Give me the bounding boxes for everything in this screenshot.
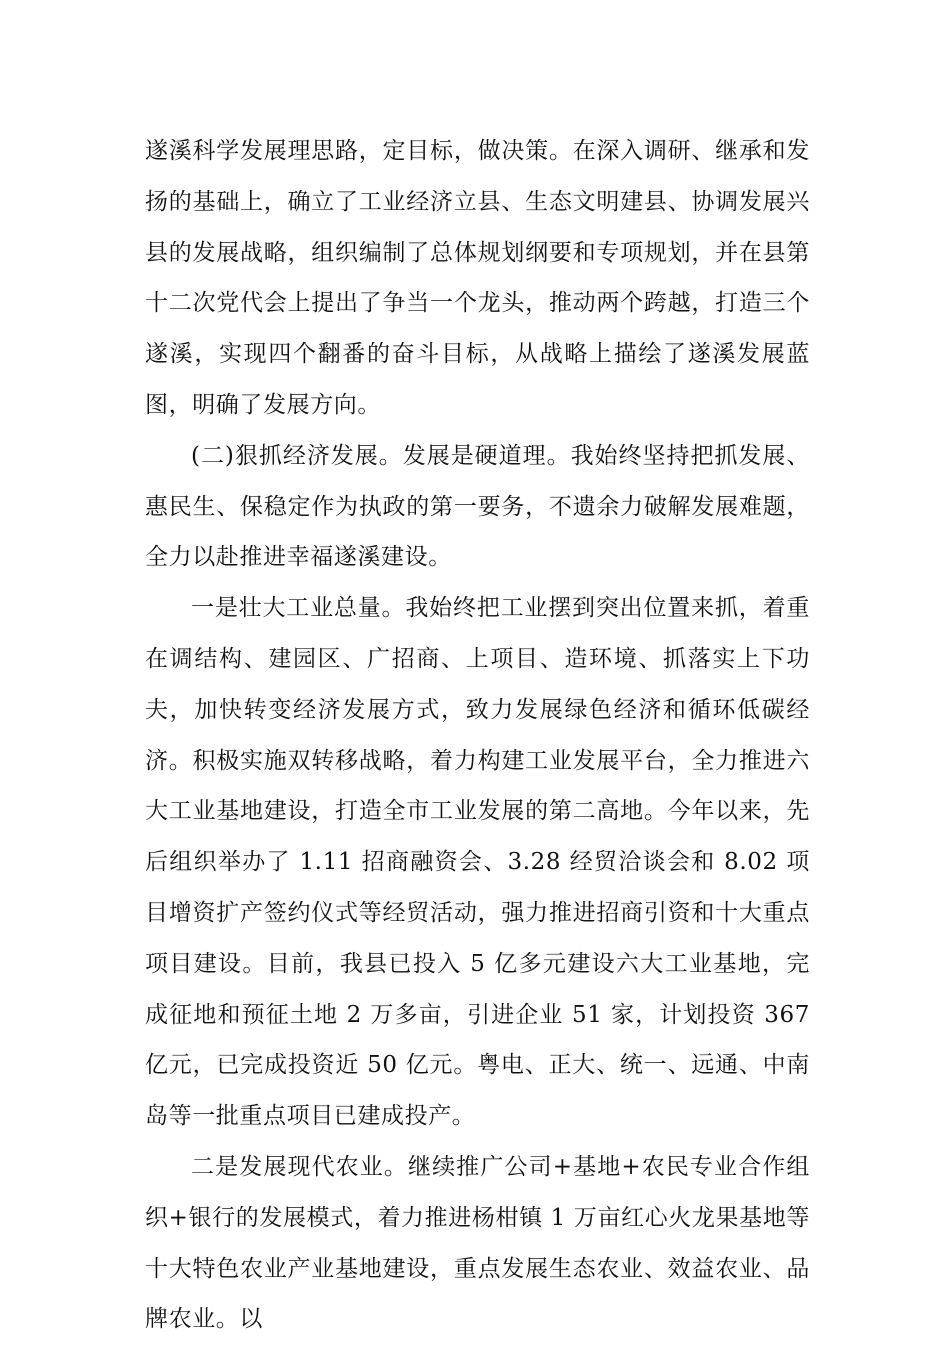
paragraph-industry: 一是壮大工业总量。我始终把工业摆到突出位置来抓，着重在调结构、建园区、广招商、上项目、造环境、抓落实上下功夫，加快转变经济发展方式，致力发展绿色经济和循环低碳经济。积极实施双转移战略，着力构建工业发展平台，全力推进六大工业基地建设，打造全市工业发展的第二高地。今年以来，先后组织举办了 1.11 招商融资会、3.28 经贸洽谈会和 8.02 项目增资扩产签约仪式等经贸活动，强力推进招商引资和十大重点项目建设。目前，我县已投入 5 亿多元建设六大工业基地，完成征地和预征土地 2 万多亩，引进企业 51 家，计划投资 367 亿元，已完成投资近 50 亿元。粤电、正大、统一、远通、中南岛等一批重点项目已建成投产。 bbox=[145, 595, 810, 1130]
paragraph-economic-development: (二)狠抓经济发展。发展是硬道理。我始终坚持把抓发展、惠民生、保稳定作为执政的第一要务，不遗余力破解发展难题，全力以赴推进幸福遂溪建设。 bbox=[145, 442, 810, 571]
paragraph-strategy: 遂溪科学发展理思路，定目标，做决策。在深入调研、继承和发扬的基础上，确立了工业经济立县、生态文明建县、协调发展兴县的发展战略，组织编制了总体规划纲要和专项规划，并在县第十二次党代会上提出了争当一个龙头，推动两个跨越，打造三个遂溪，实现四个翻番的奋斗目标，从战略上描绘了遂溪发展蓝图，明确了发展方向。 bbox=[145, 138, 810, 418]
paragraph-agriculture: 二是发展现代农业。继续推广公司+基地+农民专业合作组织+银行的发展模式，着力推进杨柑镇 1 万亩红心火龙果基地等十大特色农业产业基地建设，重点发展生态农业、效益农业、品牌农业。以 bbox=[145, 1153, 810, 1333]
document-page bbox=[145, 126, 810, 1345]
